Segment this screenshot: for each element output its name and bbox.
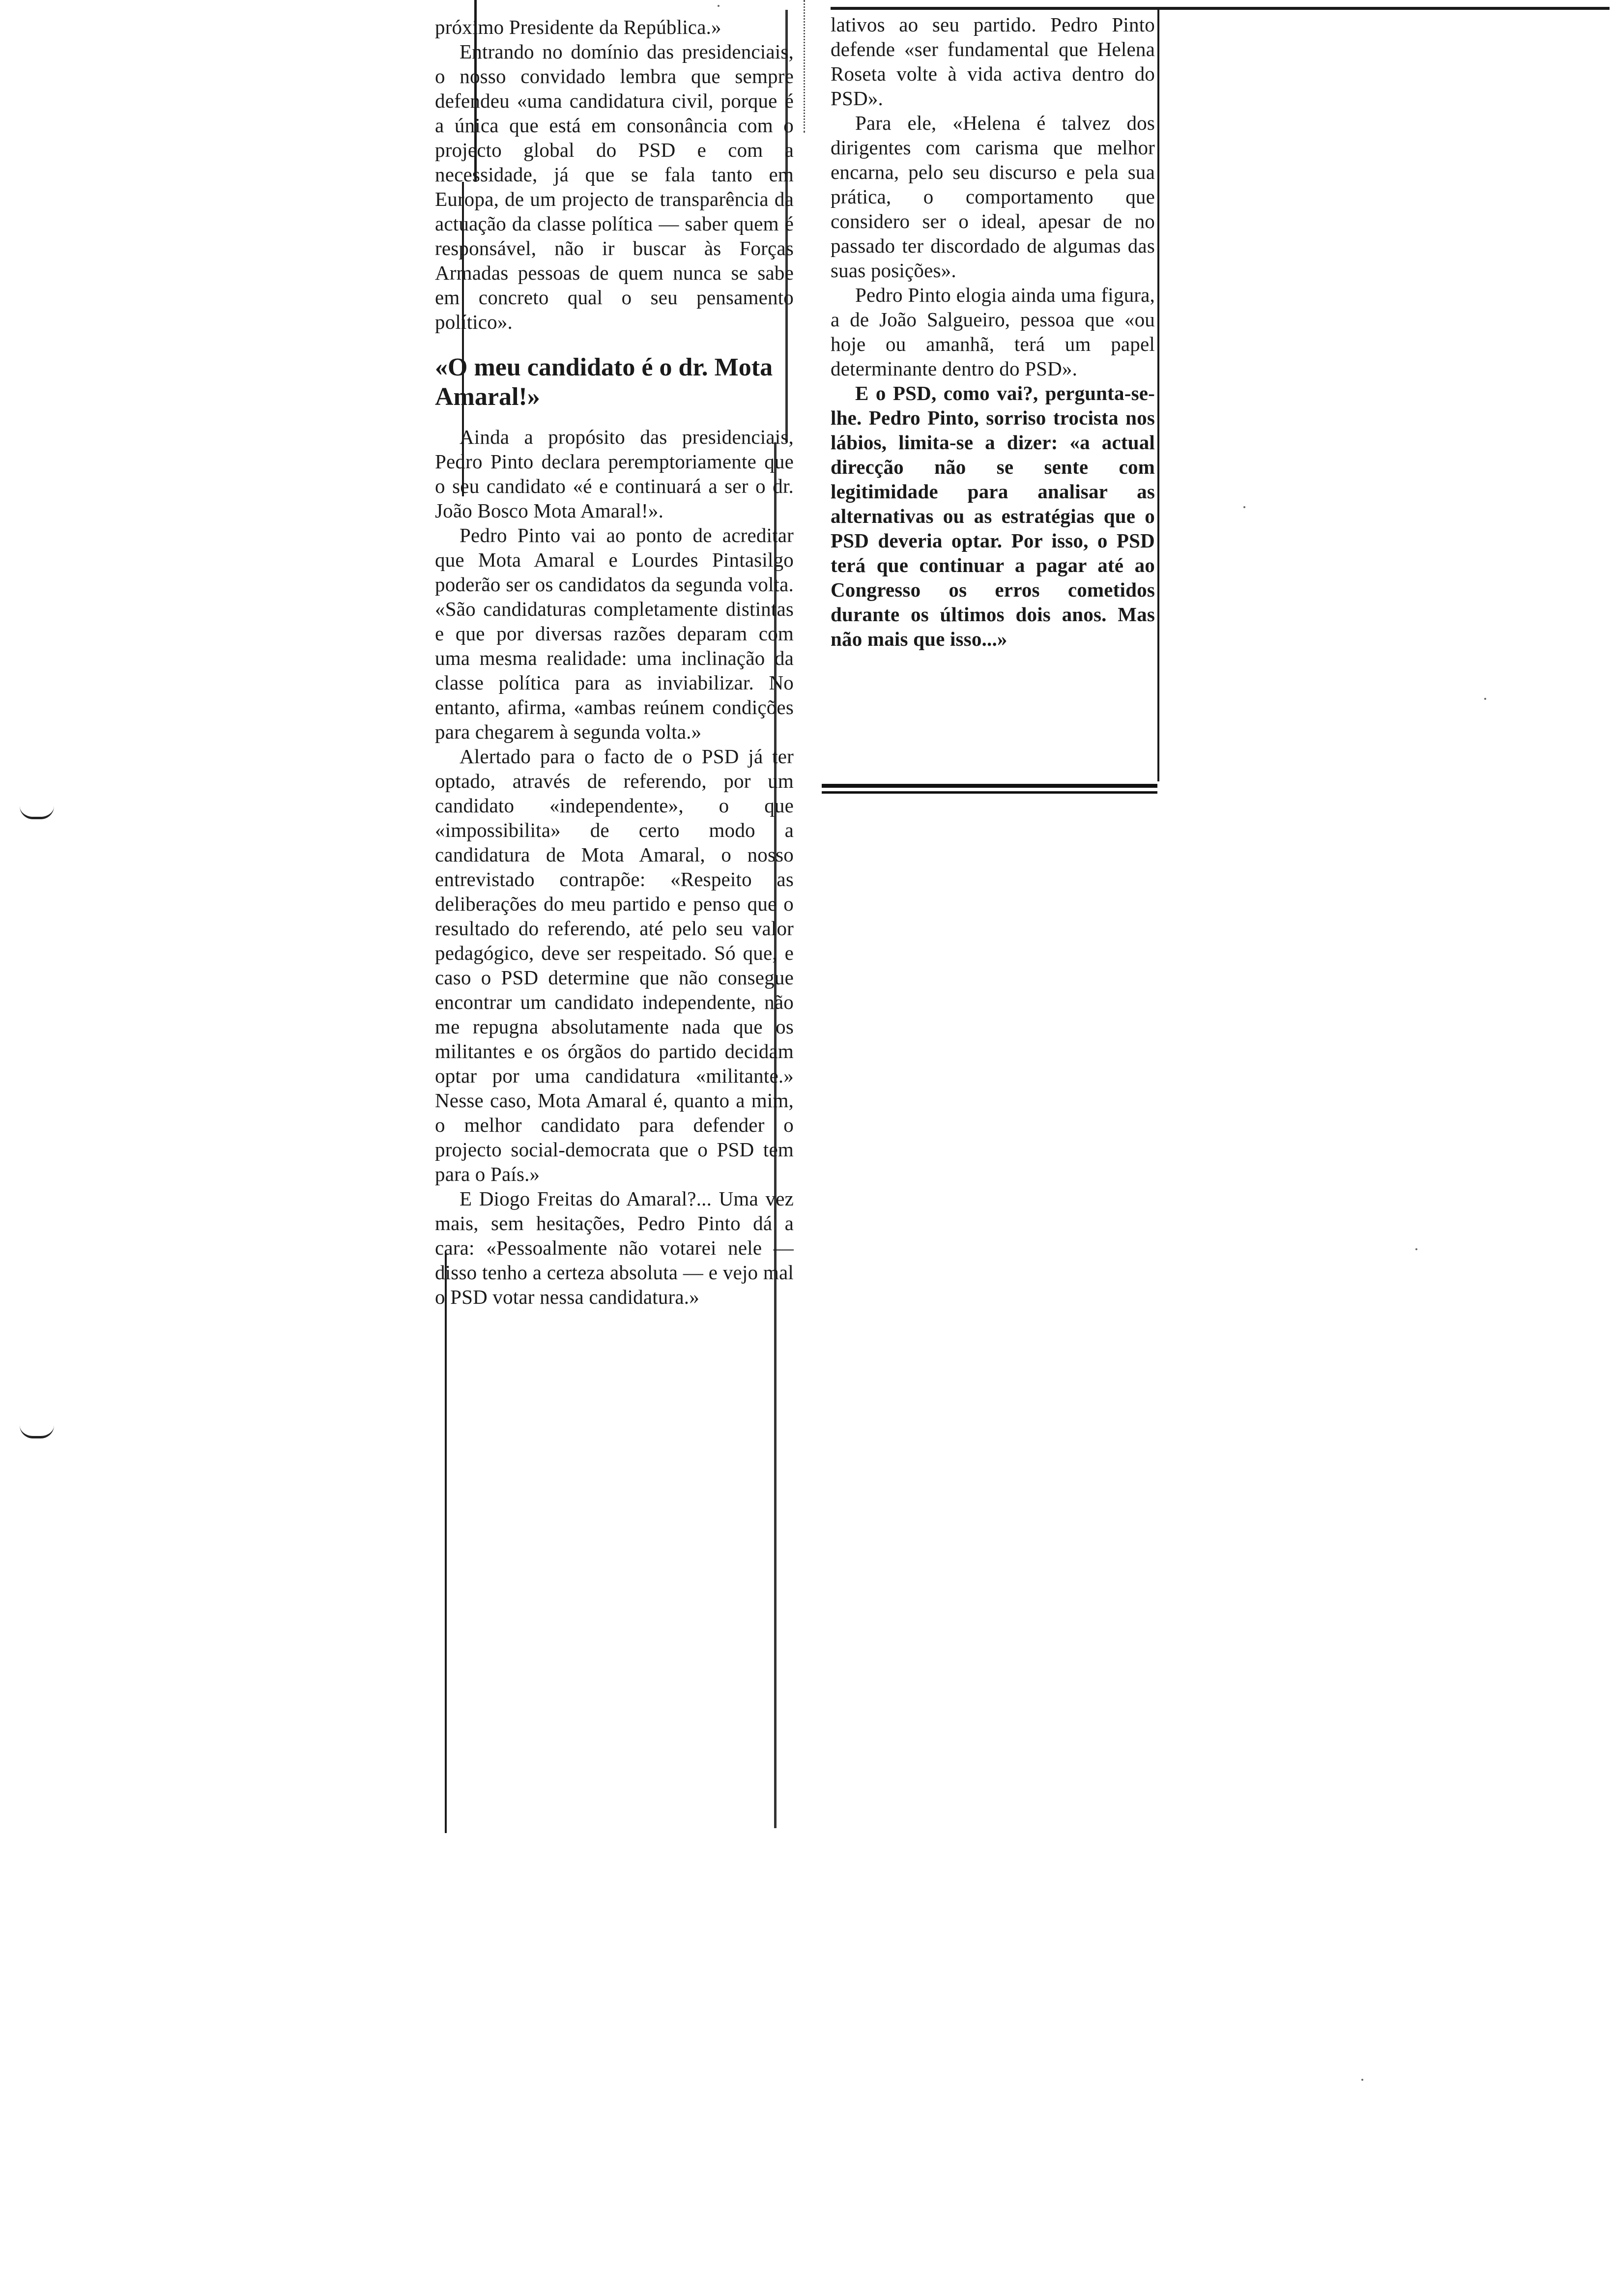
article-paragraph: Pedro Pinto elogia ainda uma figura, a de João Salgueiro, pessoa que «ou hoje ou amanhã, terá um papel determinante dentro do PSD». (831, 284, 1155, 380)
article-end-rule (822, 791, 1157, 794)
article-paragraph: Pedro Pinto vai ao ponto de acreditar que Mota Amaral e Lourdes Pintasilgo poderão ser os candidatos da segunda volta. «São candidaturas completamente distintas e que por diversas razões deparam com uma mesma realidade: uma inclinação da classe política para as inviabilizar. No entanto, afirma, «ambas reúnem condições para chegarem à segunda volta.» (435, 524, 794, 743)
binding-hole-mark (20, 1425, 54, 1438)
article-paragraph: Ainda a propósito das presidenciais, Pedro Pinto declara peremptoriamente que o seu candidato «é e continuará a ser o dr. João Bosco Mota Amaral!». (435, 426, 794, 522)
scan-speck (1243, 506, 1245, 508)
binding-hole-mark (20, 806, 54, 819)
article-paragraph: Para ele, «Helena é talvez dos dirigentes com carisma que melhor encarna, pelo seu discurso e pela sua prática, o comportamento que considero ser o ideal, apesar de no passado ter discordado de algumas das suas posições». (831, 112, 1155, 282)
scan-speck (1361, 2079, 1363, 2081)
left-margin-rule (445, 1253, 447, 1833)
article-paragraph: Alertado para o facto de o PSD já ter optado, através de referendo, por um candidato «independente», o que «impossibilita» de certo modo a candidatura de Mota Amaral, o nosso entrevistado contrapõe: «Respeito as deliberações do meu partido e penso que o resultado do referendo, até pelo seu valor pedagógico, deve ser respeitado. Só que, e caso o PSD determine que não consegue encontrar um candidato independente, não me repugna absolutamente nada que os militantes e os órgãos do partido decidam optar por uma candidatura «militante.» Nesse caso, Mota Amaral é, quanto a mim, o melhor candidato para defender o projecto social-democrata que o PSD tem para o País.» (435, 745, 794, 1185)
column-separator-dotted (804, 0, 806, 133)
article-paragraph: Entrando no domínio das presidenciais, o nosso convidado lembra que sempre defendeu «uma candidatura civil, porque é a única que está em consonância com o projecto global do PSD e com a necessidade, já que se fala tanto em Europa, de um projecto de transparência da actuação da classe política — saber quem é responsável, não ir buscar às Forças Armadas pessoas de quem nunca se sabe em concreto qual o seu pensamento político». (435, 40, 794, 333)
article-paragraph: próximo Presidente da República.» (435, 16, 721, 38)
top-rule (831, 7, 1610, 10)
article-paragraph: lativos ao seu partido. Pedro Pinto defende «ser fundamental que Helena Roseta volte à vida activa dentro do PSD». (831, 13, 1155, 110)
article-paragraph: E o PSD, como vai?, pergunta-se-lhe. Pedro Pinto, sorriso trocista nos lábios, limita-se a dizer: «a actual direcção não se sente com legitimidade para analisar as alternativas ou as estratégias que o PSD deveria optar. Por isso, o PSD terá que continuar a pagar até ao Congresso os erros cometidos durante os últimos dois anos. Mas não mais que isso...» (831, 382, 1155, 650)
scan-speck (1484, 698, 1486, 700)
article-left-column (435, 15, 794, 1309)
article-end-rule (822, 784, 1157, 788)
article-right-column (831, 12, 1162, 651)
scan-speck (718, 5, 720, 7)
scan-speck (1415, 1248, 1417, 1250)
section-heading: «O meu candidato é o dr. Mota Amaral!» (435, 353, 773, 411)
article-paragraph: E Diogo Freitas do Amaral?... Uma vez mais, sem hesitações, Pedro Pinto dá a cara: «Pessoalmente não votarei nele — disso tenho a certeza absoluta — e vejo mal o PSD votar nessa candidatura.» (435, 1187, 794, 1308)
